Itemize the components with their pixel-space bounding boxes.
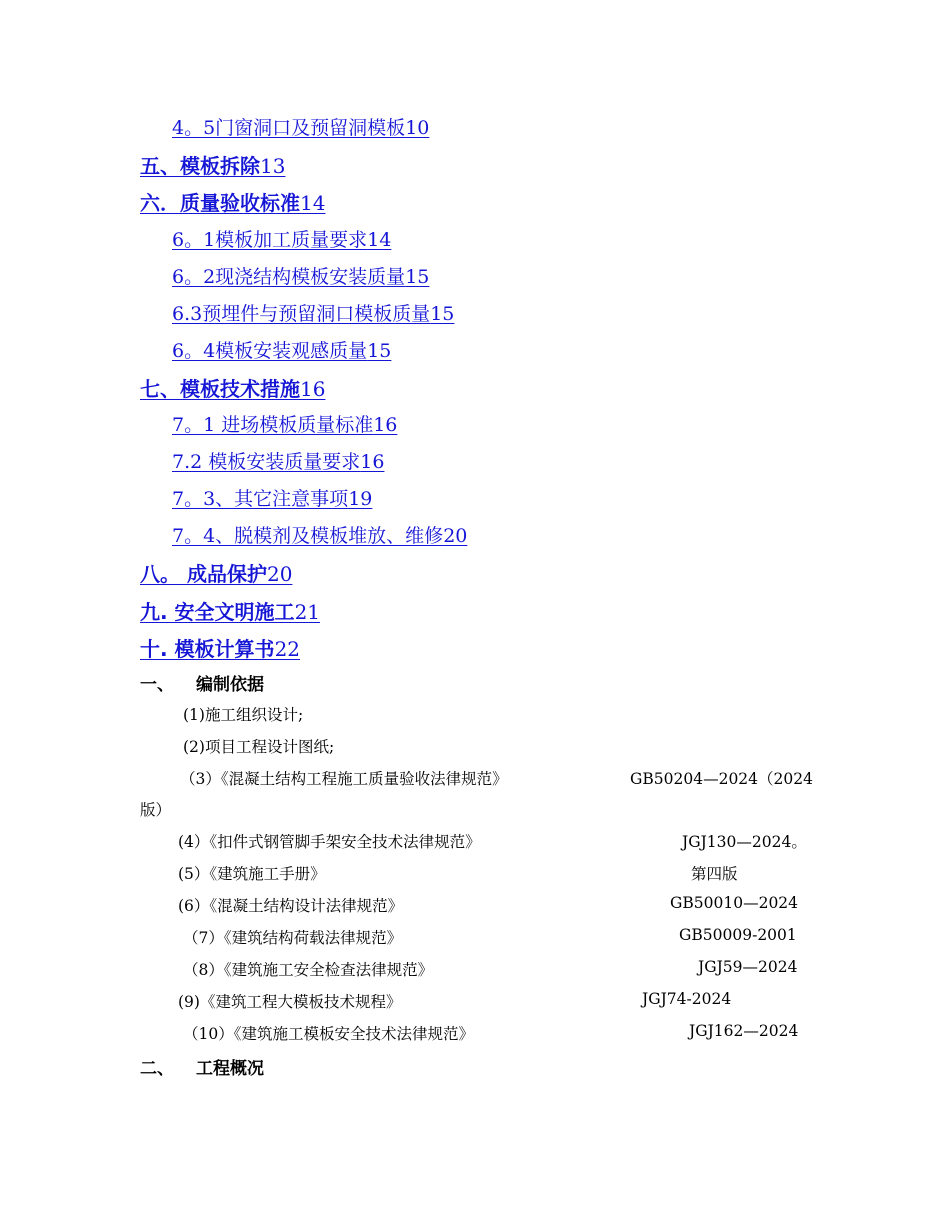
toc-entry-page: 20 bbox=[443, 525, 468, 547]
toc-entry-4-5[interactable] bbox=[172, 113, 429, 140]
toc-entry-page: 14 bbox=[300, 191, 326, 215]
reference-item: (1)施工组织设计; bbox=[183, 706, 304, 724]
reference-code: GB50009-2001 bbox=[679, 926, 797, 944]
toc-entry-7[interactable] bbox=[140, 373, 325, 402]
toc-entry-page: 15 bbox=[430, 303, 455, 325]
toc-entry-title: 6。2现浇结构模板安装质量 bbox=[172, 266, 406, 288]
section-heading-compilation-basis bbox=[140, 670, 264, 695]
toc-entry-page: 15 bbox=[367, 340, 392, 362]
toc-entry-5[interactable] bbox=[140, 150, 285, 179]
toc-entry-title: 6.3预埋件与预留洞口模板质量 bbox=[172, 303, 431, 325]
toc-entry-7-3[interactable] bbox=[172, 484, 372, 511]
toc-entry-7-2[interactable] bbox=[172, 447, 384, 474]
section-number: 二、 bbox=[140, 1059, 174, 1079]
reference-item: (6）《混凝土结构设计法律规范》 bbox=[178, 897, 404, 915]
toc-entry-page: 20 bbox=[266, 562, 293, 586]
reference-code: JGJ162—2024 bbox=[689, 1022, 799, 1040]
reference-code: GB50010—2024 bbox=[670, 894, 799, 912]
section-heading-project-overview bbox=[140, 1054, 264, 1079]
toc-entry-10[interactable] bbox=[140, 633, 300, 662]
reference-item: （3）《混凝土结构工程施工质量验收法律规范》 bbox=[180, 770, 508, 788]
toc-entry-7-4[interactable] bbox=[172, 521, 467, 548]
toc-entry-6[interactable] bbox=[140, 187, 325, 216]
toc-entry-page: 16 bbox=[300, 377, 326, 401]
reference-code: 第四版 bbox=[691, 865, 738, 883]
toc-entry-9[interactable] bbox=[140, 596, 320, 625]
toc-entry-title: 7。4、脱模剂及模板堆放、维修 bbox=[172, 525, 444, 547]
section-title: 工程概况 bbox=[196, 1059, 264, 1079]
reference-code: JGJ130—2024。 bbox=[682, 833, 807, 851]
reference-item: (2)项目工程设计图纸; bbox=[183, 738, 335, 756]
reference-item: (5）《建筑施工手册》 bbox=[178, 865, 326, 883]
toc-entry-page: 16 bbox=[373, 414, 398, 436]
toc-entry-title: 7。3、其它注意事项 bbox=[172, 488, 349, 510]
toc-entry-7-1[interactable] bbox=[172, 410, 397, 437]
toc-entry-6-2[interactable] bbox=[172, 262, 429, 289]
toc-entry-page: 22 bbox=[274, 637, 301, 661]
toc-entry-page: 15 bbox=[405, 266, 430, 288]
toc-entry-title: 6。4模板安装观感质量 bbox=[172, 340, 368, 362]
reference-item: (9)《建筑工程大模板技术规程》 bbox=[178, 993, 402, 1011]
toc-entry-6-1[interactable] bbox=[172, 225, 391, 252]
toc-entry-6-3[interactable] bbox=[172, 299, 454, 326]
toc-entry-title: 十. 模板计算书 bbox=[140, 637, 275, 661]
section-number: 一、 bbox=[140, 675, 174, 695]
toc-entry-8[interactable] bbox=[140, 558, 292, 587]
toc-entry-page: 13 bbox=[260, 154, 286, 178]
toc-entry-page: 10 bbox=[405, 117, 430, 139]
reference-item: (4）《扣件式钢管脚手架安全技术法律规范》 bbox=[178, 833, 481, 851]
toc-entry-title: 6。1模板加工质量要求 bbox=[172, 229, 368, 251]
toc-entry-title: 4。5门窗洞口及预留洞模板 bbox=[172, 117, 406, 139]
toc-entry-page: 16 bbox=[360, 451, 385, 473]
toc-entry-title: 7。1 进场模板质量标准 bbox=[172, 414, 374, 436]
section-title: 编制依据 bbox=[196, 675, 264, 695]
toc-entry-page: 21 bbox=[294, 600, 321, 624]
toc-entry-title: 五、模板拆除 bbox=[140, 154, 260, 178]
toc-entry-6-4[interactable] bbox=[172, 336, 391, 363]
reference-code: JGJ59—2024 bbox=[698, 958, 798, 976]
reference-code: JGJ74-2024 bbox=[642, 990, 732, 1008]
toc-entry-title: 八。 成品保护 bbox=[140, 562, 267, 586]
reference-item: （7）《建筑结构荷载法律规范》 bbox=[183, 929, 403, 947]
reference-continuation: 版） bbox=[140, 801, 172, 819]
toc-entry-title: 七、模板技术措施 bbox=[140, 377, 300, 401]
reference-item: （10）《建筑施工模板安全技术法律规范》 bbox=[183, 1025, 474, 1043]
toc-entry-title: 7.2 模板安装质量要求 bbox=[172, 451, 361, 473]
reference-code: GB50204—2024（2024 bbox=[630, 770, 813, 788]
toc-entry-page: 14 bbox=[367, 229, 392, 251]
toc-entry-title: 九. 安全文明施工 bbox=[140, 600, 295, 624]
toc-entry-page: 19 bbox=[348, 488, 373, 510]
toc-entry-title: 六．质量验收标准 bbox=[140, 191, 300, 215]
reference-item: （8）《建筑施工安全检查法律规范》 bbox=[183, 961, 434, 979]
